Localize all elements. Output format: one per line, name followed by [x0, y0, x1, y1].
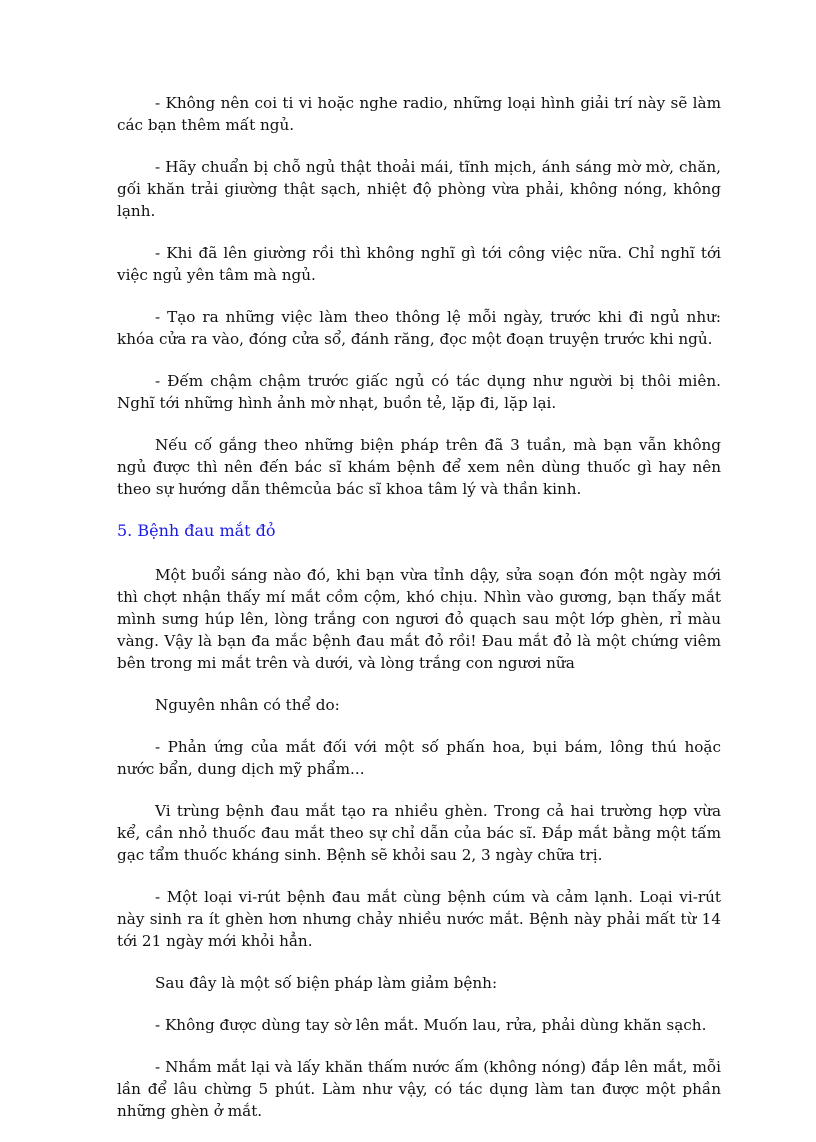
- paragraph-warm-compress: - Nhắm mắt lại và lấy khăn thấm nước ấm (không nóng) đắp lên mắt, mỗi lần để lâu chừng 5 phút. Làm như vậy, có tác dụng làm tan được một phần những ghèn ở mắt.: [117, 1058, 721, 1120]
- paragraph-remedies-label: Sau đây là một số biện pháp làm giảm bệnh:: [155, 974, 498, 992]
- paragraph-counting: - Đếm chậm chậm trước giấc ngủ có tác dụng như người bị thôi miên. Nghĩ tới những hình ảnh mờ nhạt, buồn tẻ, lặp đi, lặp lại.: [117, 372, 721, 412]
- paragraph-bacteria: Vi trùng bệnh đau mắt tạo ra nhiều ghèn. Trong cả hai trường hợp vừa kể, cần nhỏ thuốc đau mắt theo sự chỉ dẫn của bác sĩ. Đắp mắt bằng một tấm gạc tẩm thuốc kháng sinh. Bệnh sẽ khỏi sau 2, 3 ngày chữa trị.: [117, 802, 721, 864]
- document-page: [117, 92, 721, 1142]
- paragraph-routine: - Tạo ra những việc làm theo thông lệ mỗi ngày, trước khi đi ngủ như: khóa cửa ra vào, đóng cửa sổ, đánh răng, đọc một đoạn truyện trước khi ngủ.: [117, 308, 721, 348]
- paragraph-sleep-place: - Hãy chuẩn bị chỗ ngủ thật thoải mái, tĩnh mịch, ánh sáng mờ mờ, chăn, gối khăn trải giường thật sạch, nhiệt độ phòng vừa phải, không nóng, không lạnh.: [117, 158, 721, 220]
- paragraph-no-tv: - Không nên coi ti vi hoặc nghe radio, những loại hình giải trí này sẽ làm các bạn thêm mất ngủ.: [117, 94, 721, 134]
- paragraph-see-doctor: Nếu cố gắng theo những biện pháp trên đã 3 tuần, mà bạn vẫn không ngủ được thì nên đến bác sĩ khám bệnh để xem nên dùng thuốc gì hay nên theo sự hướng dẫn thêmcủa bác sĩ khoa tâm lý và thần kinh.: [117, 436, 721, 498]
- paragraph-no-touch: - Không được dùng tay sờ lên mắt. Muốn lau, rửa, phải dùng khăn sạch.: [155, 1016, 707, 1034]
- paragraph-intro-pink-eye: Một buổi sáng nào đó, khi bạn vừa tỉnh dậy, sửa soạn đón một ngày mới thì chợt nhận thấy mí mắt cồm cộm, khó chịu. Nhìn vào gương, bạn thấy mắt mình sưng húp lên, lòng trắng con ngươi đỏ quạch sau một lớp ghèn, rỉ màu vàng. Vậy là bạn đa mắc bệnh đau mắt đỏ rồi! Đau mắt đỏ là một chứng viêm bên trong mi mắt trên và dưới, và lòng trắng con ngươi nữa: [117, 566, 721, 672]
- section-heading: 5. Bệnh đau mắt đỏ: [117, 521, 276, 540]
- paragraph-no-work-thoughts: - Khi đã lên giường rồi thì không nghĩ gì tới công việc nữa. Chỉ nghĩ tới việc ngủ yên tâm mà ngủ.: [117, 244, 721, 284]
- paragraph-allergic-reaction: - Phản ứng của mắt đối với một số phấn hoa, bụi bám, lông thú hoặc nước bẩn, dung dịch mỹ phẩm...: [117, 738, 721, 778]
- paragraph-causes-label: Nguyên nhân có thể do:: [155, 696, 340, 714]
- paragraph-virus: - Một loại vi-rút bệnh đau mắt cùng bệnh cúm và cảm lạnh. Loại vi-rút này sinh ra ít ghèn hơn nhưng chảy nhiều nước mắt. Bệnh này phải mất từ 14 tới 21 ngày mới khỏi hẳn.: [117, 888, 721, 950]
